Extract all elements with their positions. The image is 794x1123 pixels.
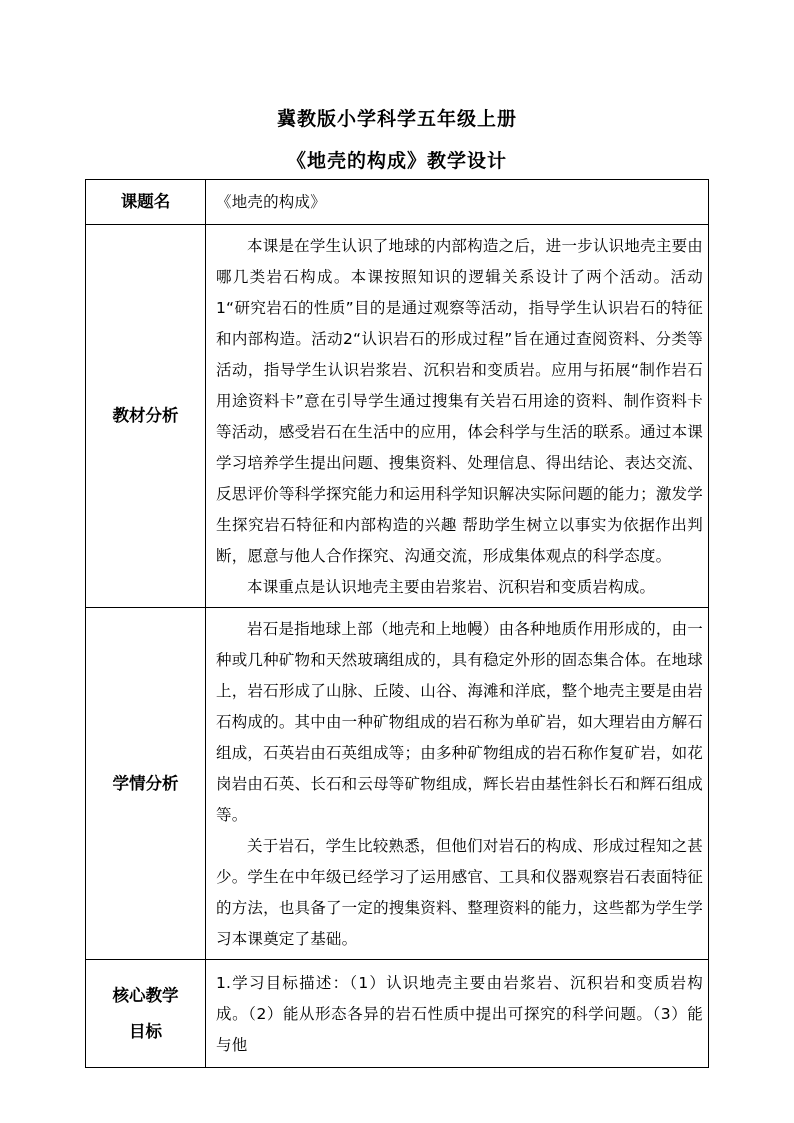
table-row-textbook-analysis: [86, 225, 709, 608]
topic-label: 课题名: [86, 180, 206, 225]
paragraph: 1.学习目标描述：（1）认识地壳主要由岩浆岩、沉积岩和变质岩构成。（2）能从形态各异的岩石性质中提出可探究的科学问题。（3）能与他: [216, 974, 703, 1054]
core-goals-label-line1: 核心教学: [112, 985, 179, 1005]
topic-text: 《地壳的构成》: [216, 192, 326, 211]
topic-value: [206, 180, 709, 225]
core-goals-label-line2: 目标: [129, 1021, 162, 1041]
textbook-analysis-content: [206, 225, 709, 608]
paragraph: 本课是在学生认识了地球的内部构造之后，进一步认识地壳主要由哪几类岩石构成。本课按照知识的逻辑关系设计了两个活动。活动1“研究岩石的性质”目的是通过观察等活动，指导学生认识岩石的特征和内部构造。活动2“认识岩石的形成过程”旨在通过查阅资料、分类等活动，指导学生认识岩浆岩、沉积岩和变质岩。应用与拓展“制作岩石用途资料卡”意在引导学生通过搜集有关岩石用途的资料、制作资料卡等活动，感受岩石在生活中的应用，体会科学与生活的联系。通过本课学习培养学生提出问题、搜集资料、处理信息、得出结论、表达交流、反思评价等科学探究能力和运用科学知识解决实际问题的能力；激发学生探究岩石特征和内部构造的兴趣 帮助学生树立以事实为依据作出判断，愿意与他人合作探究、沟通交流，形成集体观点的科学态度。: [216, 237, 703, 565]
table-row-student-analysis: [86, 608, 709, 960]
student-analysis-content: [206, 608, 709, 960]
lesson-plan-table: [85, 179, 709, 1068]
core-goals-content: [206, 960, 709, 1068]
table-row-core-goals: [86, 960, 709, 1068]
paragraph: 本课重点是认识地壳主要由岩浆岩、沉积岩和变质岩构成。: [247, 578, 656, 596]
paragraph: 岩石是指地球上部（地壳和上地幔）由各种地质作用形成的，由一种或几种矿物和天然玻璃组成的，具有稳定外形的固态集合体。在地球上，岩石形成了山脉、丘陵、山谷、海滩和洋底，整个地壳主要是由岩石构成的。其中由一种矿物组成的岩石称为单矿岩，如大理岩由方解石组成，石英岩由石英组成等；由多种矿物组成的岩石称作复矿岩，如花岗岩由石英、长石和云母等矿物组成，辉长岩由基性斜长石和辉石组成等。: [216, 620, 703, 824]
lesson-title: 《地壳的构成》教学设计: [286, 150, 507, 172]
paragraph: 关于岩石，学生比较熟悉，但他们对岩石的构成、形成过程知之甚少。学生在中年级已经学习了运用感官、工具和仪器观察岩石表面特征的方法，也具备了一定的搜集资料、整理资料的能力，这些都为学生学习本课奠定了基础。: [216, 837, 703, 948]
table-row-topic: [86, 180, 709, 225]
core-goals-label: [86, 960, 206, 1068]
textbook-analysis-label: 教材分析: [86, 225, 206, 608]
student-analysis-label: 学情分析: [86, 608, 206, 960]
document-title: 冀教版小学科学五年级上册: [276, 108, 517, 130]
